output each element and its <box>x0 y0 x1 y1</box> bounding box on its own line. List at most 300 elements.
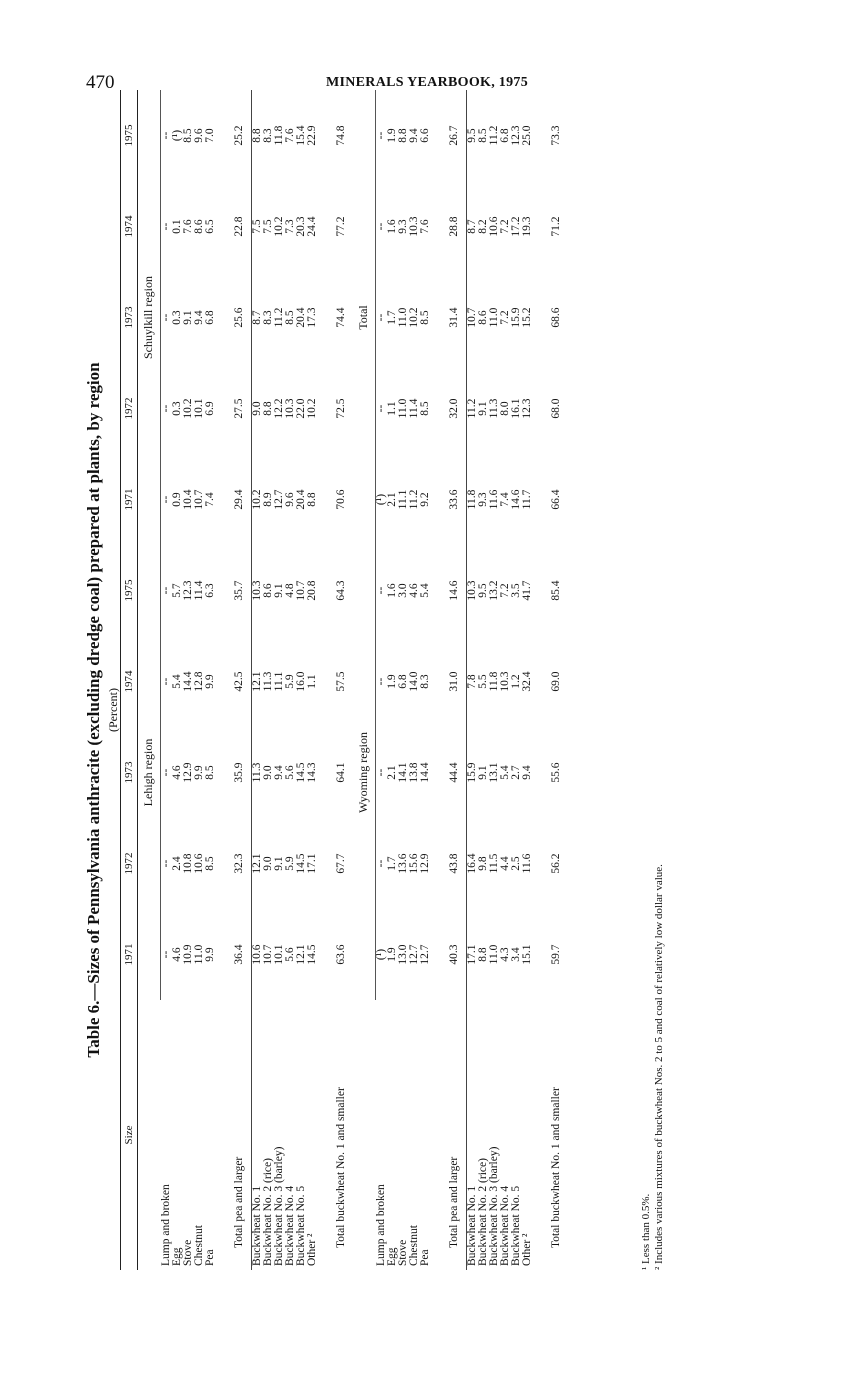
footnote: ¹ Less than 0.5%. <box>640 1193 652 1270</box>
table-cell: 7.2 <box>499 219 511 234</box>
table-cell: 5.6 <box>284 947 296 962</box>
table-cell: 4.6 <box>408 583 420 598</box>
table-cell: -- <box>375 677 387 686</box>
table-cell: 15.9 <box>510 307 522 328</box>
table-cell: 11.2 <box>273 307 285 328</box>
table-cell: 13.8 <box>408 762 420 783</box>
table-cell: 9.5 <box>477 583 489 598</box>
region-header-row <box>353 90 376 1270</box>
table-cell: 32.0 <box>448 398 460 419</box>
table-row <box>307 90 318 1270</box>
table-cell: 14.6 <box>510 489 522 510</box>
table-cell: 72.5 <box>335 398 347 419</box>
table-cell: 8.8 <box>397 128 409 143</box>
table-cell: 15.6 <box>408 853 420 874</box>
table-cell: 6.8 <box>499 128 511 143</box>
table-cell: -- <box>160 859 172 868</box>
table-cell: 11.3 <box>251 762 263 783</box>
table-cell: 7.3 <box>284 219 296 234</box>
table-cell: 35.7 <box>233 580 245 601</box>
row-label: Buckwheat No. 4 <box>499 1185 511 1266</box>
table-row <box>522 90 533 1270</box>
table-cell: 7.6 <box>284 128 296 143</box>
table-cell: 40.3 <box>448 944 460 965</box>
table-cell: 4.3 <box>499 947 511 962</box>
table-cell: 12.7 <box>408 944 420 965</box>
table-cell: 1.2 <box>510 674 522 689</box>
table-cell: 9.4 <box>193 310 205 325</box>
table-cell: 10.3 <box>284 398 296 419</box>
table-cell: 6.6 <box>419 128 431 143</box>
table-cell: 70.6 <box>335 489 347 510</box>
table-cell: 0.9 <box>171 492 183 507</box>
table-cell: 1.9 <box>386 674 398 689</box>
table-cell: 19.3 <box>521 216 533 237</box>
region-header-lehigh: Lehigh region <box>138 545 161 1000</box>
table-cell: 20.4 <box>295 489 307 510</box>
table-cell: 26.7 <box>448 125 460 146</box>
footnotes <box>640 864 666 1270</box>
table-cell: 1.9 <box>386 128 398 143</box>
table-cell: 2.1 <box>386 765 398 780</box>
table-cell: 22.8 <box>233 216 245 237</box>
table-cell: -- <box>375 404 387 413</box>
table-cell: 8.7 <box>466 219 478 234</box>
row-label: Total buckwheat No. 1 and smaller <box>550 1087 562 1248</box>
row-label: Chestnut <box>193 1225 205 1266</box>
table-cell: 1.7 <box>386 310 398 325</box>
table-cell: 11.3 <box>488 398 500 419</box>
table-cell: 13.2 <box>488 580 500 601</box>
table-cell: 28.8 <box>448 216 460 237</box>
table-cell: (¹) <box>171 129 183 142</box>
table-cell: 6.8 <box>204 310 216 325</box>
table-cell: 55.6 <box>550 762 562 783</box>
table-cell: 8.0 <box>499 401 511 416</box>
table-row <box>545 90 568 1270</box>
year-header: 1975 <box>121 90 138 181</box>
table-cell: 10.7 <box>295 580 307 601</box>
table-cell: 10.6 <box>488 216 500 237</box>
table-cell: 11.2 <box>408 489 420 510</box>
table-cell: 14.5 <box>306 944 318 965</box>
table-cell: 8.6 <box>193 219 205 234</box>
footnote: ² Includes various mixtures of buckwheat Nos. 2 to 5 and coal of relatively low dollar value. <box>653 864 665 1270</box>
table-cell: 11.1 <box>397 489 409 510</box>
region-header-wyoming: Wyoming region <box>353 545 376 1000</box>
table-cell: 13.1 <box>488 762 500 783</box>
row-label: Pea <box>204 1249 216 1266</box>
year-header: 1971 <box>121 454 138 545</box>
table-cell: 11.7 <box>521 489 533 510</box>
table-cell: 3.4 <box>510 947 522 962</box>
table-cell: 68.0 <box>550 398 562 419</box>
wyoming-total-section <box>353 90 568 1270</box>
table-cell: 12.7 <box>419 944 431 965</box>
table-cell: 11.5 <box>488 853 500 874</box>
table-cell: 17.1 <box>306 853 318 874</box>
year-header: 1972 <box>121 363 138 454</box>
table-cell: 5.7 <box>171 583 183 598</box>
table-cell: 8.5 <box>204 856 216 871</box>
table-cell: 2.7 <box>510 765 522 780</box>
table-row <box>330 90 353 1270</box>
table-cell: -- <box>160 768 172 777</box>
table-cell: 8.3 <box>262 310 274 325</box>
table-cell: 20.4 <box>295 307 307 328</box>
table-cell: 10.2 <box>306 398 318 419</box>
table-cell: 27.5 <box>233 398 245 419</box>
table-cell: 7.5 <box>251 219 263 234</box>
table-cell: 10.3 <box>499 671 511 692</box>
table-cell: 5.4 <box>171 674 183 689</box>
table-cell: 10.7 <box>262 944 274 965</box>
table-cell: 14.1 <box>397 762 409 783</box>
table-cell: 11.4 <box>193 580 205 601</box>
table-cell: 64.1 <box>335 762 347 783</box>
row-label: Total pea and larger <box>233 1156 245 1248</box>
region-header-row <box>138 90 161 1270</box>
table-cell: 1.9 <box>386 947 398 962</box>
table-cell: 8.2 <box>477 219 489 234</box>
table-cell: 15.2 <box>521 307 533 328</box>
table-cell: -- <box>375 131 387 140</box>
year-header: 1975 <box>121 545 138 636</box>
table-cell: 31.4 <box>448 307 460 328</box>
table-cell: 0.3 <box>171 401 183 416</box>
table-cell: 4.6 <box>171 947 183 962</box>
table-cell: 32.4 <box>521 671 533 692</box>
table-cell: 14.4 <box>182 671 194 692</box>
table-cell: 0.3 <box>171 310 183 325</box>
table-row <box>205 90 216 1270</box>
table-cell: 57.5 <box>335 671 347 692</box>
table-cell: 13.6 <box>397 853 409 874</box>
table-cell: 9.5 <box>466 128 478 143</box>
table-cell: 14.6 <box>448 580 460 601</box>
table-cell: 15.1 <box>521 944 533 965</box>
table-cell: 5.5 <box>477 674 489 689</box>
table-cell: -- <box>160 404 172 413</box>
table-cell: 9.4 <box>521 765 533 780</box>
table-cell: 8.8 <box>251 128 263 143</box>
table-cell: 9.3 <box>477 492 489 507</box>
table-cell: 8.5 <box>284 310 296 325</box>
table-cell: 10.1 <box>193 398 205 419</box>
table-cell: 15.4 <box>295 125 307 146</box>
row-label: Egg <box>386 1247 398 1266</box>
table-cell: 7.0 <box>204 128 216 143</box>
row-label: Stove <box>182 1239 194 1266</box>
table-cell: 5.9 <box>284 856 296 871</box>
table-cell: -- <box>160 222 172 231</box>
table-cell: 12.3 <box>510 125 522 146</box>
table-row <box>443 90 467 1270</box>
table-cell: 8.5 <box>419 401 431 416</box>
table-cell: 10.2 <box>273 216 285 237</box>
row-label: Buckwheat No. 2 (rice) <box>477 1158 489 1266</box>
table-cell: 9.1 <box>182 310 194 325</box>
table-cell: 9.4 <box>408 128 420 143</box>
table-cell: 1.6 <box>386 583 398 598</box>
table-cell: 14.4 <box>419 762 431 783</box>
table-cell: 11.8 <box>488 671 500 692</box>
region-header-total: Total <box>353 90 376 545</box>
table-cell: 5.4 <box>499 765 511 780</box>
table-cell: 10.6 <box>251 944 263 965</box>
table-cell: 22.9 <box>306 125 318 146</box>
table-cell: 9.1 <box>477 765 489 780</box>
spacer-row <box>533 90 545 1270</box>
table-title: Table 6.—Sizes of Pennsylvania anthracite (excluding dredge coal) prepared at plants, by region <box>84 362 103 1058</box>
table-cell: 25.6 <box>233 307 245 328</box>
year-header: 1973 <box>121 272 138 363</box>
table-cell: -- <box>375 768 387 777</box>
table-cell: 4.8 <box>284 583 296 598</box>
table-cell: -- <box>375 313 387 322</box>
table-cell: 9.1 <box>273 856 285 871</box>
table-cell: 10.2 <box>408 307 420 328</box>
table-row <box>228 90 252 1270</box>
size-column-header: Size <box>121 1000 138 1270</box>
table-cell: 16.0 <box>295 671 307 692</box>
table-cell: -- <box>160 495 172 504</box>
table-cell: -- <box>160 586 172 595</box>
table-cell: 12.1 <box>295 944 307 965</box>
year-header: 1973 <box>121 727 138 818</box>
row-label: Buckwheat No. 1 <box>251 1185 263 1266</box>
table-cell: 7.2 <box>499 310 511 325</box>
table-cell: 6.3 <box>204 583 216 598</box>
table-cell: 9.8 <box>477 856 489 871</box>
table-cell: 4.4 <box>499 856 511 871</box>
table-cell: 14.5 <box>295 762 307 783</box>
table-cell: 1.1 <box>386 401 398 416</box>
row-label: Buckwheat No. 3 (barley) <box>488 1146 500 1266</box>
table-cell: 10.7 <box>466 307 478 328</box>
year-header: 1971 <box>121 909 138 1000</box>
row-label: Buckwheat No. 5 <box>295 1185 307 1266</box>
table-cell: 11.8 <box>273 125 285 146</box>
table-cell: 16.1 <box>510 398 522 419</box>
table-cell: 12.2 <box>273 398 285 419</box>
table-cell: 71.2 <box>550 216 562 237</box>
table-cell: 9.1 <box>477 401 489 416</box>
table-cell: 68.6 <box>550 307 562 328</box>
table-cell: 12.3 <box>521 398 533 419</box>
row-label: Other ² <box>306 1233 318 1266</box>
row-label: Other ² <box>521 1233 533 1266</box>
table-row <box>420 90 431 1270</box>
table-cell: 7.4 <box>204 492 216 507</box>
spacer-row <box>318 90 330 1270</box>
table-cell: 11.0 <box>488 944 500 965</box>
table-cell: 10.3 <box>466 580 478 601</box>
table-cell: 22.0 <box>295 398 307 419</box>
table-cell: 66.4 <box>550 489 562 510</box>
table-cell: 59.7 <box>550 944 562 965</box>
table-cell: 9.9 <box>204 947 216 962</box>
running-title: MINERALS YEARBOOK, 1975 <box>326 75 529 90</box>
table-cell: 7.4 <box>499 492 511 507</box>
table-cell: 17.3 <box>306 307 318 328</box>
table-cell: 6.5 <box>204 219 216 234</box>
table-cell: 13.0 <box>397 944 409 965</box>
table-cell: 17.1 <box>466 944 478 965</box>
table-cell: 24.4 <box>306 216 318 237</box>
table-cell: 12.7 <box>273 489 285 510</box>
table-cell: 8.6 <box>477 310 489 325</box>
table-cell: -- <box>160 950 172 959</box>
table-cell: 8.5 <box>477 128 489 143</box>
table-cell: 11.8 <box>466 489 478 510</box>
table-cell: 7.2 <box>499 583 511 598</box>
table-cell: 10.1 <box>273 944 285 965</box>
table-cell: 7.5 <box>262 219 274 234</box>
anthracite-sizes-table <box>120 90 568 1270</box>
table-cell: 10.2 <box>251 489 263 510</box>
row-label: Buckwheat No. 1 <box>466 1185 478 1266</box>
table-cell: 8.8 <box>262 401 274 416</box>
table-cell: 10.9 <box>182 944 194 965</box>
table-cell: 9.9 <box>193 765 205 780</box>
table-cell: 1.1 <box>306 674 318 689</box>
table-cell: 20.8 <box>306 580 318 601</box>
table-cell: 10.4 <box>182 489 194 510</box>
table-cell: 69.0 <box>550 671 562 692</box>
table-cell: 7.6 <box>182 219 194 234</box>
table-cell: 11.3 <box>262 671 274 692</box>
table-cell: 9.4 <box>273 765 285 780</box>
table-cell: 6.8 <box>397 674 409 689</box>
table-cell: 74.8 <box>335 125 347 146</box>
table-cell: 11.0 <box>397 307 409 328</box>
year-header: 1972 <box>121 818 138 909</box>
table-cell: 1.7 <box>386 856 398 871</box>
table-cell: -- <box>160 677 172 686</box>
table-cell: 9.2 <box>419 492 431 507</box>
table-cell: 9.0 <box>262 856 274 871</box>
table-cell: 11.0 <box>193 944 205 965</box>
table-cell: -- <box>375 222 387 231</box>
spacer-row <box>216 90 228 1270</box>
table-cell: -- <box>375 586 387 595</box>
table-cell: 11.6 <box>521 853 533 874</box>
table-cell: 29.4 <box>233 489 245 510</box>
table-cell: 11.0 <box>397 398 409 419</box>
table-cell: 8.9 <box>262 492 274 507</box>
row-label: Total buckwheat No. 1 and smaller <box>335 1087 347 1248</box>
table-cell: 8.6 <box>262 583 274 598</box>
table-cell: 5.9 <box>284 674 296 689</box>
table-cell: 9.9 <box>204 674 216 689</box>
year-header: 1974 <box>121 636 138 727</box>
table-cell: 8.3 <box>262 128 274 143</box>
table-cell: 9.6 <box>193 128 205 143</box>
table-cell: 20.3 <box>295 216 307 237</box>
table-cell: 5.6 <box>284 765 296 780</box>
table-cell: 9.0 <box>262 765 274 780</box>
table-cell: 4.6 <box>171 765 183 780</box>
table-cell: 32.3 <box>233 853 245 874</box>
table-cell: 44.4 <box>448 762 460 783</box>
table-cell: 12.9 <box>419 853 431 874</box>
table-cell: 10.3 <box>251 580 263 601</box>
table-cell: 56.2 <box>550 853 562 874</box>
table-cell: 35.9 <box>233 762 245 783</box>
table-cell: 64.3 <box>335 580 347 601</box>
row-label: Total pea and larger <box>448 1156 460 1248</box>
year-header-row <box>121 90 138 1270</box>
table-cell: 74.4 <box>335 307 347 328</box>
page-number: 470 <box>86 72 115 93</box>
table-cell: 14.3 <box>306 762 318 783</box>
row-label: Buckwheat No. 4 <box>284 1185 296 1266</box>
table-cell: 14.5 <box>295 853 307 874</box>
table-cell: 11.1 <box>273 671 285 692</box>
table-cell: 17.2 <box>510 216 522 237</box>
table-cell: 10.3 <box>408 216 420 237</box>
table-cell: 7.6 <box>419 219 431 234</box>
table-cell: 42.5 <box>233 671 245 692</box>
row-label: Lump and broken <box>374 1184 387 1266</box>
table-cell: 8.8 <box>477 947 489 962</box>
table-cell: 41.7 <box>521 580 533 601</box>
table-cell: 43.8 <box>448 853 460 874</box>
table-cell: 11.6 <box>488 489 500 510</box>
table-cell: 9.0 <box>251 401 263 416</box>
table-cell: 9.1 <box>273 583 285 598</box>
table-cell: 8.5 <box>182 128 194 143</box>
table-cell: 67.7 <box>335 853 347 874</box>
table-cell: 2.1 <box>386 492 398 507</box>
region-header-schuylkill: Schuylkill region <box>138 90 161 545</box>
table-cell: -- <box>375 859 387 868</box>
table-cell: 10.8 <box>182 853 194 874</box>
row-label: Lump and broken <box>159 1184 172 1266</box>
table-cell: 25.0 <box>521 125 533 146</box>
table-cell: 11.2 <box>488 125 500 146</box>
table-cell: 8.3 <box>419 674 431 689</box>
table-cell: 12.9 <box>182 762 194 783</box>
table-cell: 6.9 <box>204 401 216 416</box>
row-label: Pea <box>419 1249 431 1266</box>
table-cell: 12.1 <box>251 853 263 874</box>
table-cell: 14.0 <box>408 671 420 692</box>
table-cell: 1.6 <box>386 219 398 234</box>
table-cell: 10.6 <box>193 853 205 874</box>
table-cell: (¹) <box>375 493 387 506</box>
table-cell: 11.2 <box>466 398 478 419</box>
table-cell: 0.1 <box>171 219 183 234</box>
table-cell: 73.3 <box>550 125 562 146</box>
table-cell: 8.8 <box>306 492 318 507</box>
table-cell: 11.0 <box>488 307 500 328</box>
spacer-row <box>431 90 443 1270</box>
row-label: Buckwheat No. 5 <box>510 1185 522 1266</box>
table-cell: 85.4 <box>550 580 562 601</box>
table-cell: 12.3 <box>182 580 194 601</box>
table-cell: 2.4 <box>171 856 183 871</box>
table-cell: 3.0 <box>397 583 409 598</box>
table-cell: 7.8 <box>466 674 478 689</box>
table-cell: 33.6 <box>448 489 460 510</box>
table-cell: (¹) <box>375 948 387 961</box>
table-cell: 12.8 <box>193 671 205 692</box>
table-cell: 11.4 <box>408 398 420 419</box>
table-cell: 16.4 <box>466 853 478 874</box>
table-cell: 8.7 <box>251 310 263 325</box>
